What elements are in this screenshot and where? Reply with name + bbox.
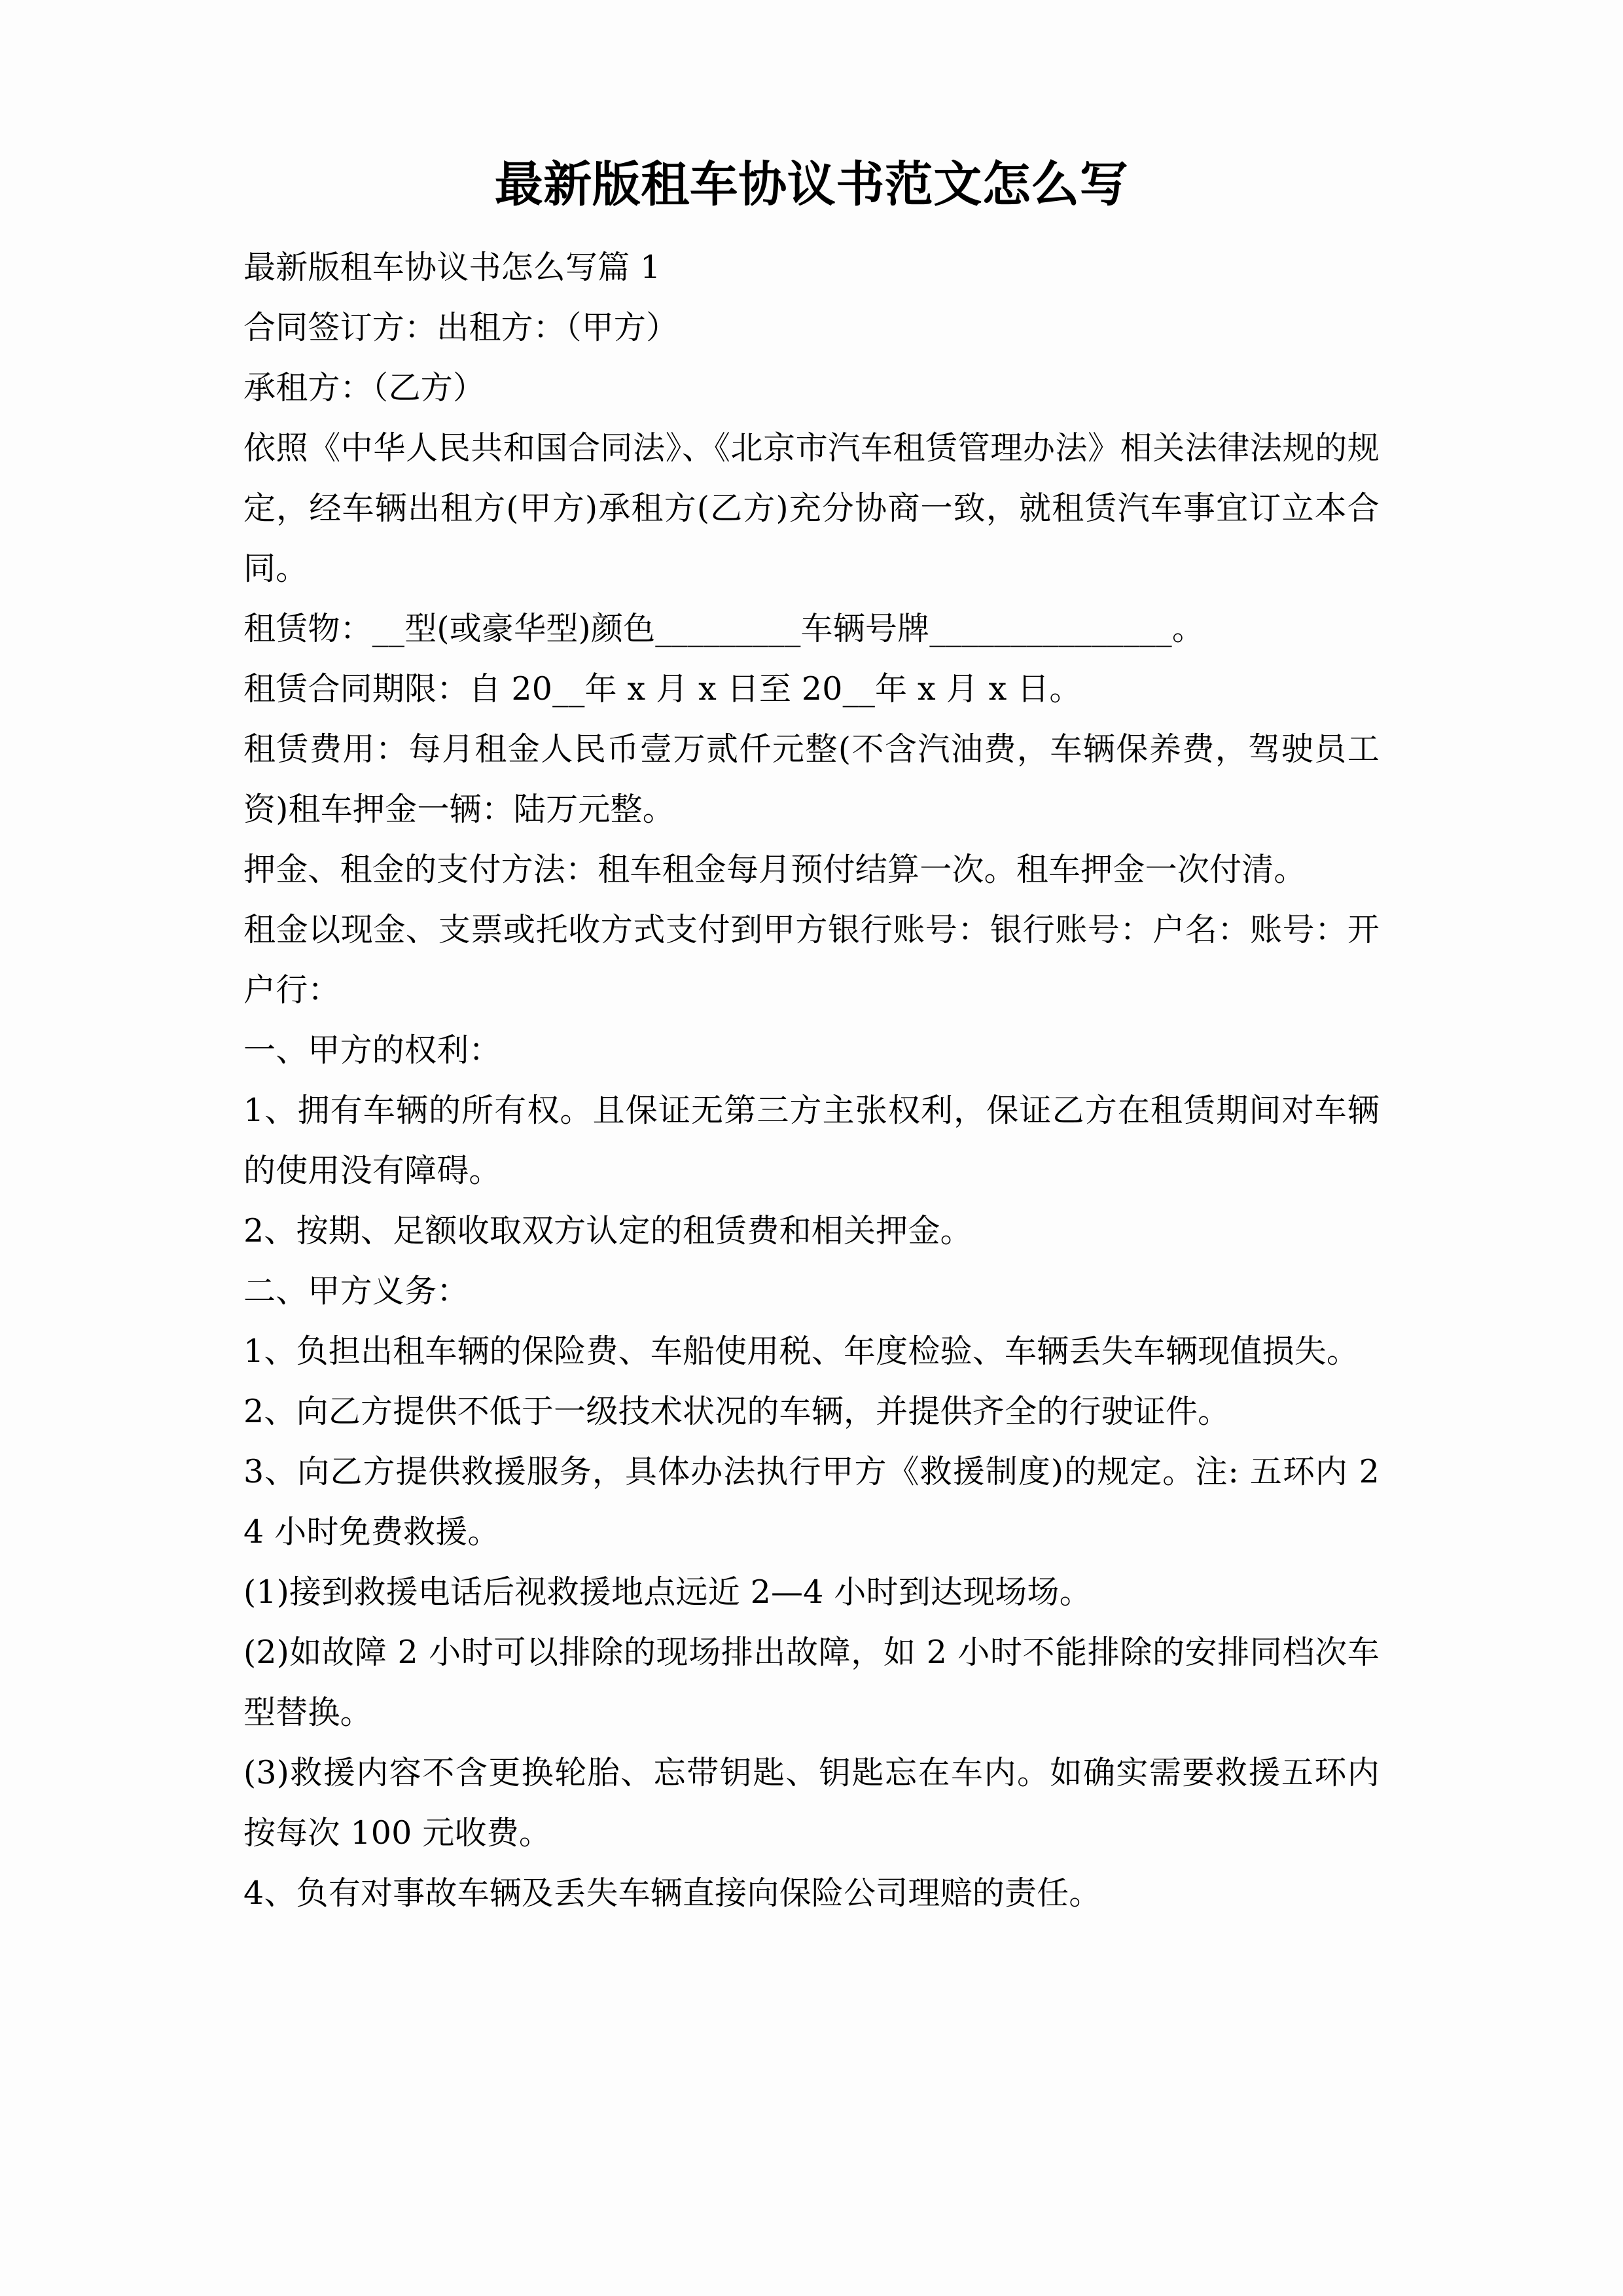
section-two-item-2: 2、向乙方提供不低于一级技术状况的车辆，并提供齐全的行驶证件。 — [243, 1392, 1230, 1430]
contract-parties-lessor: 合同签订方：出租方：（甲方） — [243, 308, 679, 346]
section-one-item-1: 1、拥有车辆的所有权。且保证无第三方主张权利，保证乙方在租赁期间对车辆的使用没有障碍。 — [243, 1091, 1380, 1189]
lease-term: 租赁合同期限：自 20__年 x 月 x 日至 20__年 x 月 x 日。 — [243, 670, 1082, 708]
section-two-item-4: 4、负有对事故车辆及丢失车辆直接向保险公司理赔的责任。 — [243, 1874, 1101, 1912]
payment-channel: 租金以现金、支票或托收方式支付到甲方银行账号：银行账号：户名：账号：开户行： — [243, 910, 1380, 1009]
section-one-heading: 一、甲方的权利： — [243, 1031, 501, 1069]
document-body — [243, 154, 1380, 1924]
legal-basis: 依照《中华人民共和国合同法》、《北京市汽车租赁管理办法》相关法律法规的规定，经车辆出租方(甲方)承租方(乙方)充分协商一致，就租赁汽车事宜订立本合同。 — [243, 429, 1380, 587]
rescue-sub-1: (1)接到救援电话后视救援地点远近 2—4 小时到达现场场。 — [243, 1573, 1092, 1611]
rescue-sub-2: (2)如故障 2 小时可以排除的现场排出故障，如 2 小时不能排除的安排同档次车型替换。 — [243, 1633, 1380, 1731]
section-one-item-2: 2、按期、足额收取双方认定的租赁费和相关押金。 — [243, 1211, 972, 1249]
lease-fee: 租赁费用：每月租金人民币壹万贰仟元整(不含汽油费，车辆保养费，驾驶员工资)租车押金一辆：陆万元整。 — [243, 730, 1380, 828]
section-two-item-3: 3、向乙方提供救援服务，具体办法执行甲方《救援制度)的规定。注: 五环内 24 小时免费救援。 — [243, 1452, 1380, 1551]
payment-method: 押金、租金的支付方法：租车租金每月预付结算一次。租车押金一次付清。 — [243, 850, 1306, 888]
heading-piece-1: 最新版租车协议书怎么写篇 1 — [243, 248, 661, 286]
paragraph-list — [243, 238, 1380, 1924]
section-two-heading: 二、甲方义务： — [243, 1272, 469, 1310]
section-two-item-1: 1、负担出租车辆的保险费、车船使用税、年度检验、车辆丢失车辆现值损失。 — [243, 1332, 1359, 1370]
contract-parties-lessee: 承租方：（乙方） — [243, 368, 486, 406]
page-title: 最新版租车协议书范文怎么写 — [494, 156, 1129, 213]
rescue-sub-3: (3)救援内容不含更换轮胎、忘带钥匙、钥匙忘在车内。如确实需要救援五环内按每次 100 元收费。 — [243, 1753, 1380, 1852]
leased-object: 租赁物：__型(或豪华型)颜色_________车辆号牌_______________。 — [243, 609, 1205, 647]
